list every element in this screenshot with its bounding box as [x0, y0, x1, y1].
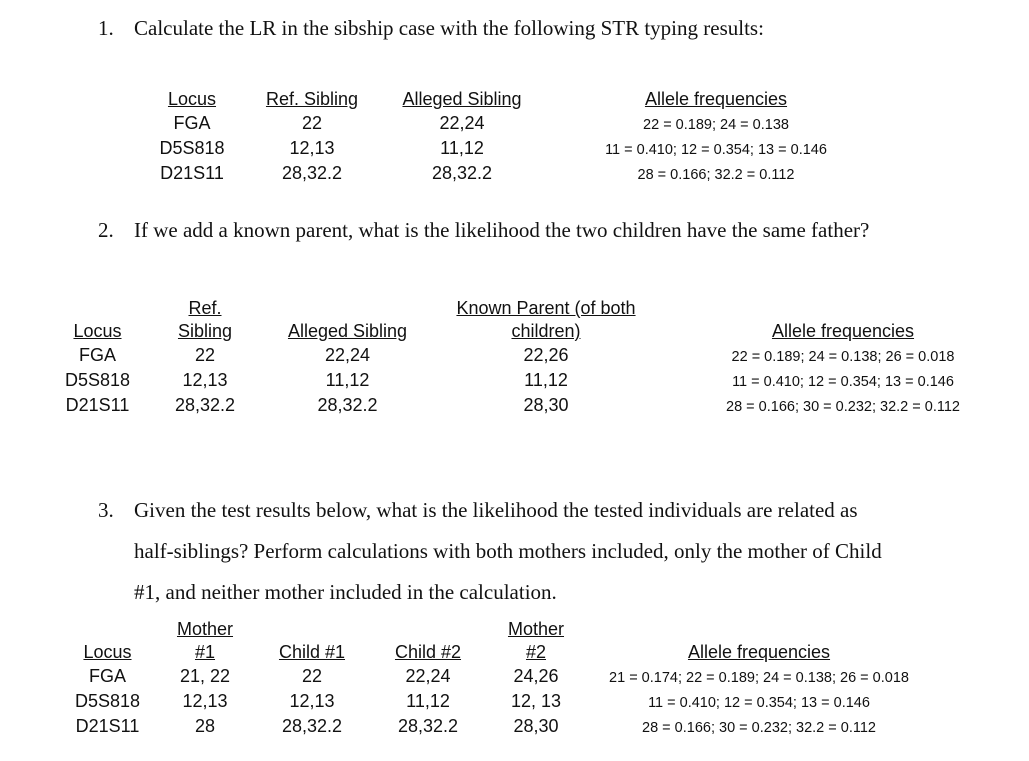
table-cell: 28,32.2 [397, 716, 459, 736]
question-text: Calculate the LR in the sibship case with the following STR typing results: [134, 16, 764, 40]
col-header-locus: Locus [83, 642, 132, 662]
table-cell: 12,13 [289, 138, 335, 158]
table-cell: FGA [88, 666, 126, 686]
col-header-mother-2-line2: #2 [525, 642, 547, 662]
col-header-ref-sibling-line2: Sibling [177, 321, 233, 341]
table-cell: 28,32.2 [281, 716, 343, 736]
table-cell: 22,26 [523, 345, 569, 365]
question-number: 3. [98, 498, 114, 522]
allele-frequency-line: 28 = 0.166; 32.2 = 0.112 [637, 167, 795, 183]
table-cell: 28,32.2 [281, 163, 343, 183]
table-cell: D21S11 [160, 163, 224, 183]
allele-frequencies-header: Allele frequencies [771, 321, 915, 341]
col-header-ref-sibling: Ref. [188, 298, 222, 318]
table-cell: D5S818 [64, 370, 131, 390]
table-cell: 28,32.2 [174, 395, 236, 415]
col-header-locus: Locus [73, 321, 122, 341]
table-cell: 12,13 [182, 691, 228, 711]
question-number: 2. [98, 218, 114, 242]
question-text: If we add a known parent, what is the likelihood the two children have the same father? [134, 218, 870, 242]
table-cell: 11,12 [440, 138, 484, 158]
table-cell: 12, 13 [510, 691, 562, 711]
table-cell: 22 [301, 113, 323, 133]
col-header-known-parent-line2: children) [511, 321, 581, 341]
table-cell: FGA [78, 345, 116, 365]
allele-frequencies-header: Allele frequencies [687, 642, 831, 662]
table-cell: 12,13 [182, 370, 228, 390]
col-header-alleged-sibling: Alleged Sibling [402, 89, 522, 109]
table-cell: 28,30 [523, 395, 569, 415]
question-3 [98, 490, 1018, 613]
allele-frequency-line: 11 = 0.410; 12 = 0.354; 13 = 0.146 [605, 142, 827, 158]
allele-frequency-line: 28 = 0.166; 30 = 0.232; 32.2 = 0.112 [726, 399, 960, 415]
table-cell: 22,24 [439, 113, 485, 133]
question-2 [98, 210, 998, 251]
table-cell: 28 [194, 716, 216, 736]
col-header-child-2: Child #2 [394, 642, 462, 662]
question-text-line: #1, and neither mother included in the calculation. [134, 580, 557, 604]
table-cell: 28,32.2 [317, 395, 378, 415]
table-cell: FGA [173, 113, 211, 133]
table-cell: 22,24 [324, 345, 371, 365]
table-cell: 21, 22 [179, 666, 231, 686]
table-cell: 11,12 [524, 370, 568, 390]
col-header-mother-1: Mother [176, 619, 234, 639]
table-cell: 11,12 [406, 691, 450, 711]
table-cell: D5S818 [74, 691, 141, 711]
table-cell: 28,32.2 [431, 163, 493, 183]
table-cell: D21S11 [65, 395, 130, 415]
allele-frequency-line: 11 = 0.410; 12 = 0.354; 13 = 0.146 [732, 374, 954, 390]
allele-frequency-line: 11 = 0.410; 12 = 0.354; 13 = 0.146 [648, 695, 870, 711]
allele-frequencies-header: Allele frequencies [644, 89, 788, 109]
table-cell: 12,13 [289, 691, 335, 711]
allele-frequency-line: 22 = 0.189; 24 = 0.138 [643, 117, 789, 133]
table-cell: 22,24 [405, 666, 451, 686]
col-header-child-1: Child #1 [278, 642, 346, 662]
col-header-known-parent: Known Parent (of both [456, 298, 636, 318]
col-header-mother-1-line2: #1 [194, 642, 216, 662]
allele-frequency-line: 21 = 0.174; 22 = 0.189; 24 = 0.138; 26 = 0.018 [609, 670, 909, 686]
question-1 [98, 8, 998, 49]
allele-frequency-line: 28 = 0.166; 30 = 0.232; 32.2 = 0.112 [642, 720, 876, 736]
question-text-line: half-siblings? Perform calculations with both mothers included, only the mother of Child [134, 539, 882, 563]
col-header-mother-2: Mother [507, 619, 565, 639]
col-header-locus: Locus [167, 89, 217, 109]
table-cell: 24,26 [513, 666, 559, 686]
question-text-line: Given the test results below, what is the likelihood the tested individuals are related as [134, 498, 858, 522]
col-header-alleged-sibling: Alleged Sibling [287, 321, 408, 341]
col-header-ref-sibling: Ref. Sibling [265, 89, 359, 109]
allele-frequency-line: 22 = 0.189; 24 = 0.138; 26 = 0.018 [731, 349, 955, 365]
table-cell: 22 [301, 666, 323, 686]
table-cell: 11,12 [325, 370, 370, 390]
table-cell: 28,30 [513, 716, 559, 736]
question-number: 1. [98, 16, 114, 40]
table-cell: D5S818 [159, 138, 225, 158]
table-cell: 22 [194, 345, 216, 365]
table-cell: D21S11 [75, 716, 140, 736]
